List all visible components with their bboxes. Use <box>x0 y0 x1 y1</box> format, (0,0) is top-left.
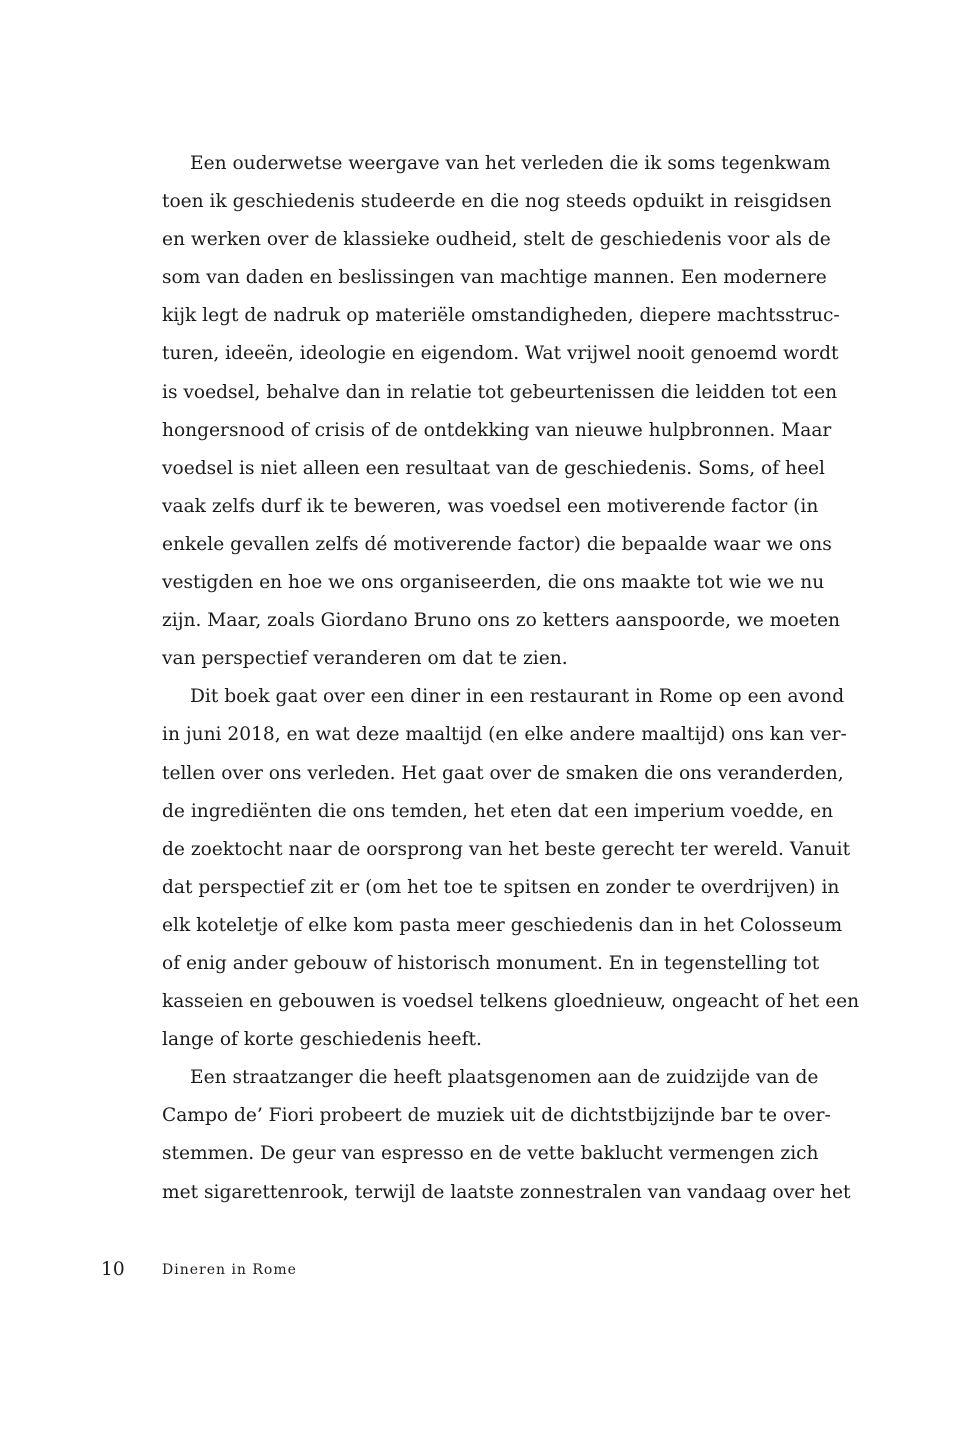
text-line: stemmen. De geur van espresso en de vette baklucht vermengen zich <box>162 1143 819 1165</box>
text-line: kasseien en gebouwen is voedsel telkens gloednieuw, ongeacht of het een <box>162 991 860 1013</box>
text-line: elk koteletje of elke kom pasta meer geschiedenis dan in het Colosseum <box>162 914 843 936</box>
text-line: turen, ideeën, ideologie en eigendom. Wat vrijwel nooit genoemd wordt <box>162 343 839 365</box>
text-line: som van daden en beslissingen van machtige mannen. Een modernere <box>162 267 827 289</box>
text-line: Een straatzanger die heeft plaatsgenomen aan de zuidzijde van de <box>190 1067 819 1089</box>
text-line: voedsel is niet alleen een resultaat van de geschiedenis. Soms, of heel <box>162 457 825 479</box>
paragraph-2 <box>162 678 860 1059</box>
text-line: vestigden en hoe we ons organiseerden, die ons maakte tot wie we nu <box>162 572 825 594</box>
text-line: kijk legt de nadruk op materiële omstandigheden, diepere machtsstruc- <box>162 305 840 327</box>
text-line: Campo de’ Fiori probeert de muziek uit de dichtstbijzijnde bar te over- <box>162 1105 831 1127</box>
page-number: 10 <box>101 1259 125 1280</box>
text-line: of enig ander gebouw of historisch monument. En in tegenstelling tot <box>162 952 820 974</box>
text-line: de zoektocht naar de oorsprong van het beste gerecht ter wereld. Vanuit <box>162 838 851 860</box>
text-line: tellen over ons verleden. Het gaat over de smaken die ons veranderden, <box>162 762 844 784</box>
text-line: hongersnood of crisis of de ontdekking van nieuwe hulpbronnen. Maar <box>162 419 832 441</box>
text-line: zijn. Maar, zoals Giordano Bruno ons zo ketters aanspoorde, we moeten <box>162 610 840 632</box>
text-line: enkele gevallen zelfs dé motiverende factor) die bepaalde waar we ons <box>162 533 832 555</box>
text-line: Een ouderwetse weergave van het verleden die ik soms tegenkwam <box>190 153 831 174</box>
text-line: is voedsel, behalve dan in relatie tot gebeurtenissen die leidden tot een <box>162 381 838 403</box>
paragraph-3 <box>162 1059 851 1211</box>
text-line: in juni 2018, en wat deze maaltijd (en elke andere maaltijd) ons kan ver- <box>162 724 847 746</box>
text-line: de ingrediënten die ons temden, het eten dat een imperium voedde, en <box>162 800 834 822</box>
text-line: dat perspectief zit er (om het toe te spitsen en zonder te overdrijven) in <box>162 876 840 898</box>
running-title: Dineren in Rome <box>162 1262 297 1278</box>
body-text <box>162 145 860 1212</box>
text-line: van perspectief veranderen om dat te zien. <box>162 648 568 670</box>
text-line: met sigarettenrook, terwijl de laatste zonnestralen van vandaag over het <box>162 1181 851 1203</box>
text-line: vaak zelfs durf ik te beweren, was voedsel een motiverende factor (in <box>162 495 819 517</box>
text-line: en werken over de klassieke oudheid, stelt de geschiedenis voor als de <box>162 229 831 251</box>
text-line: lange of korte geschiedenis heeft. <box>162 1029 482 1051</box>
text-line: toen ik geschiedenis studeerde en die nog steeds opduikt in reisgidsen <box>162 191 832 213</box>
text-line: Dit boek gaat over een diner in een restaurant in Rome op een avond <box>190 686 845 708</box>
paragraph-1 <box>162 145 840 678</box>
